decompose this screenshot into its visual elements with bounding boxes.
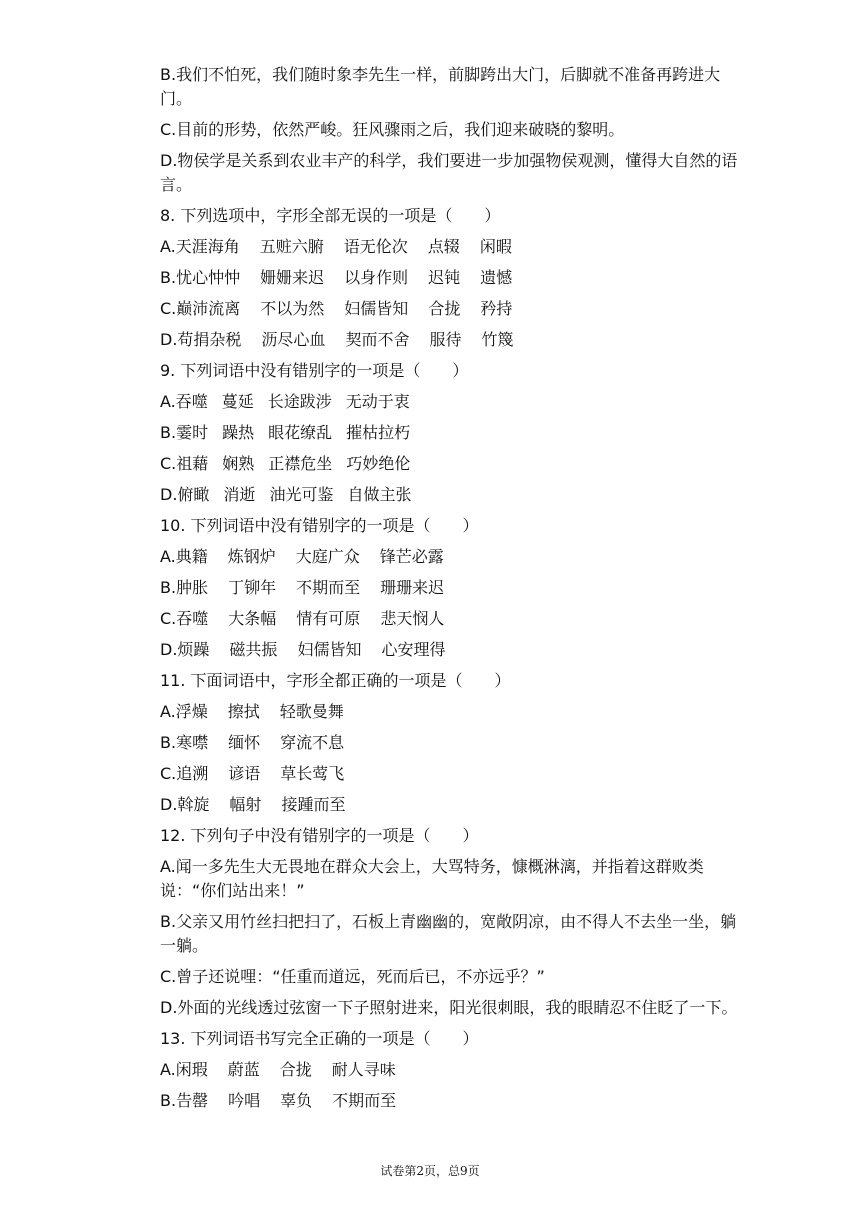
option-word: 巧妙绝伦 — [346, 454, 411, 473]
option-word: 不期而至 — [332, 1091, 397, 1110]
q12-option-b: B.父亲又用竹丝扫把扫了，石板上青幽幽的，宽敞阴凉，由不得人不去坐一坐，躺一躺。 — [160, 912, 737, 955]
q10-option-c — [160, 607, 740, 631]
q11-option-d — [160, 793, 740, 817]
q7-option-b: B.我们不怕死，我们随时象李先生一样，前脚跨出大门，后脚就不准备再跨进大门。 — [160, 65, 721, 108]
q10-option-d — [160, 638, 740, 662]
option-word: 合拢 — [279, 1060, 312, 1079]
option-label: D. — [160, 640, 178, 659]
option-word: 不以为然 — [260, 299, 325, 318]
q12-stem: 12. 下列句子中没有错别字的一项是（ ） — [160, 826, 479, 845]
option-label: C. — [160, 764, 177, 783]
option-word: 点辍 — [427, 237, 460, 256]
q10-option-a — [160, 545, 740, 569]
option-word: 消逝 — [223, 485, 256, 504]
option-word: 蔚蓝 — [227, 1060, 260, 1079]
option-word: 五赃六腑 — [259, 237, 324, 256]
option-word: 闲瑕 — [175, 1060, 208, 1079]
option-word: 吞噬 — [175, 392, 208, 411]
option-word: 苟捐杂税 — [177, 330, 242, 349]
option-word: 草长莺飞 — [280, 764, 345, 783]
q8-option-c — [160, 297, 740, 321]
q9-option-a — [160, 390, 740, 414]
option-label: B. — [160, 268, 177, 287]
option-word: 辜负 — [280, 1091, 313, 1110]
option-word: 烦躁 — [177, 640, 210, 659]
q11-stem: 11. 下面词语中，字形全都正确的一项是（ ） — [160, 671, 511, 690]
option-word: 以身作则 — [344, 268, 409, 287]
option-word: 不期而至 — [296, 578, 361, 597]
option-word: 穿流不息 — [280, 733, 345, 752]
option-word: 迟钝 — [428, 268, 461, 287]
q8-stem: 8. 下列选项中，字形全部无误的一项是（ ） — [160, 206, 501, 225]
option-word: 眼花缭乱 — [268, 423, 333, 442]
q11-option-b — [160, 731, 740, 755]
option-label: B. — [160, 1091, 177, 1110]
option-word: 大条幅 — [228, 609, 277, 628]
option-word: 告罄 — [176, 1091, 209, 1110]
q10-stem: 10. 下列词语中没有错别字的一项是（ ） — [160, 516, 479, 535]
option-word: 擦拭 — [227, 702, 260, 721]
page-footer: 试卷第2页，总9页 — [380, 1164, 480, 1178]
option-word: 沥尽心血 — [261, 330, 326, 349]
q13-option-a — [160, 1058, 740, 1082]
option-word: 油光可鉴 — [269, 485, 334, 504]
option-label: A. — [160, 547, 176, 566]
option-word: 浮燥 — [175, 702, 208, 721]
option-word: 寒噤 — [176, 733, 209, 752]
q11-option-c — [160, 762, 740, 786]
option-label: B. — [160, 578, 177, 597]
option-word: 追溯 — [176, 764, 209, 783]
option-word: 矜持 — [480, 299, 513, 318]
option-word: 娴熟 — [222, 454, 255, 473]
q10-option-b — [160, 576, 740, 600]
option-label: A. — [160, 237, 176, 256]
option-label: C. — [160, 454, 177, 473]
option-word: 典籍 — [175, 547, 208, 566]
option-word: 闲暇 — [479, 237, 512, 256]
option-word: 长途跋涉 — [267, 392, 332, 411]
option-word: 情有可原 — [296, 609, 361, 628]
q13-stem: 13. 下列词语书写完全正确的一项是（ ） — [160, 1029, 479, 1048]
option-word: 正襟危坐 — [268, 454, 333, 473]
q8-option-b — [160, 266, 740, 290]
option-word: 磁共振 — [229, 640, 278, 659]
option-word: 吟唱 — [228, 1091, 261, 1110]
q12-option-d: D.外面的光线透过弦窗一下子照射进来，阳光很刺眼，我的眼睛忍不住眨了一下。 — [160, 998, 738, 1017]
option-word: 炼钢炉 — [227, 547, 276, 566]
option-word: 心安理得 — [381, 640, 446, 659]
option-word: 蔓延 — [221, 392, 254, 411]
q11-option-a — [160, 700, 740, 724]
option-label: A. — [160, 702, 176, 721]
option-word: 大庭广众 — [295, 547, 360, 566]
q8-option-d — [160, 328, 740, 352]
option-word: 遗憾 — [480, 268, 513, 287]
question-content — [160, 63, 740, 1120]
option-word: 躁热 — [222, 423, 255, 442]
option-word: 斡旋 — [177, 795, 210, 814]
option-word: 谚语 — [228, 764, 261, 783]
option-word: 锋芒必露 — [379, 547, 444, 566]
option-word: 轻歌曼舞 — [279, 702, 344, 721]
option-word: 俯瞰 — [177, 485, 210, 504]
q7-option-c: C.目前的形势，依然严峻。狂风骤雨之后，我们迎来破晓的黎明。 — [160, 120, 625, 139]
option-word: 无动于衷 — [345, 392, 410, 411]
option-label: A. — [160, 1060, 176, 1079]
option-word: 服待 — [429, 330, 462, 349]
option-word: 缅怀 — [228, 733, 261, 752]
q9-option-c — [160, 452, 740, 476]
option-word: 幅射 — [229, 795, 262, 814]
option-word: 竹篾 — [481, 330, 514, 349]
option-word: 巅沛流离 — [176, 299, 241, 318]
option-word: 丁铆年 — [228, 578, 277, 597]
option-word: 耐人寻味 — [331, 1060, 396, 1079]
option-label: C. — [160, 609, 177, 628]
q8-option-a — [160, 235, 740, 259]
option-word: 妇儒皆知 — [297, 640, 362, 659]
option-label: C. — [160, 299, 177, 318]
option-word: 吞噬 — [176, 609, 209, 628]
q12-option-a: A.闻一多先生大无畏地在群众大会上，大骂特务，慷概淋漓，并指着这群败类说：“你们站出来！” — [160, 857, 704, 900]
q7-option-d: D.物侯学是关系到农业丰产的科学，我们要进一步加强物侯观测，懂得大自然的语言。 — [160, 151, 738, 194]
q9-option-b — [160, 421, 740, 445]
option-word: 摧枯拉朽 — [346, 423, 411, 442]
option-word: 自做主张 — [347, 485, 412, 504]
option-word: 语无伦次 — [343, 237, 408, 256]
option-word: 接踵而至 — [281, 795, 346, 814]
option-word: 天涯海角 — [175, 237, 240, 256]
option-label: B. — [160, 423, 177, 442]
option-word: 肿胀 — [176, 578, 209, 597]
option-label: D. — [160, 330, 178, 349]
option-label: A. — [160, 392, 176, 411]
option-label: D. — [160, 485, 178, 504]
option-word: 祖藉 — [176, 454, 209, 473]
option-word: 霎时 — [176, 423, 209, 442]
q13-option-b — [160, 1089, 740, 1113]
q9-stem: 9. 下列词语中没有错别字的一项是（ ） — [160, 361, 469, 380]
option-word: 忧心忡忡 — [176, 268, 241, 287]
option-label: D. — [160, 795, 178, 814]
q9-option-d — [160, 483, 740, 507]
option-word: 契而不舍 — [345, 330, 410, 349]
option-word: 姗姗来迟 — [260, 268, 325, 287]
option-label: B. — [160, 733, 177, 752]
option-word: 悲天悯人 — [380, 609, 445, 628]
option-word: 珊珊来迟 — [380, 578, 445, 597]
option-word: 妇儒皆知 — [344, 299, 409, 318]
q12-option-c: C.曾子还说哩：“任重而道远，死而后已，不亦远乎？” — [160, 967, 545, 986]
option-word: 合拢 — [428, 299, 461, 318]
